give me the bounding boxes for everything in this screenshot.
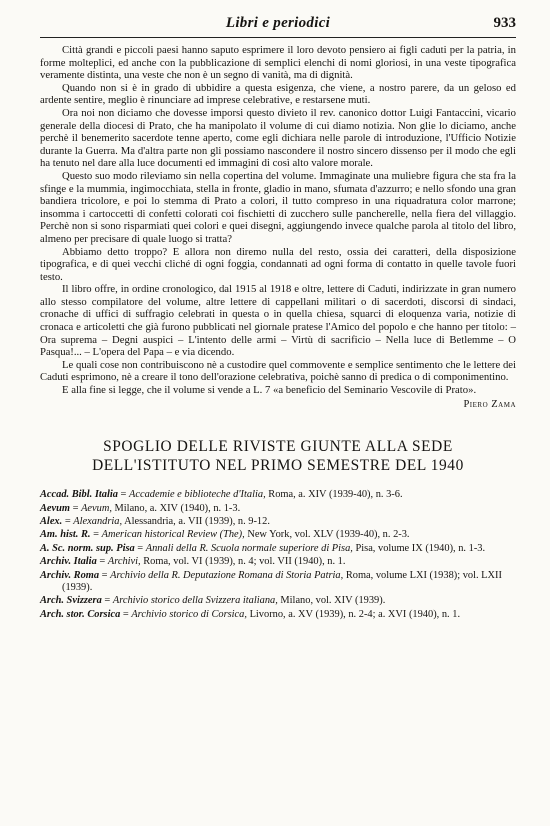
abbreviation-entry: Arch. stor. Corsica = Archivio storico di Corsica, Livorno, a. XV (1939), n. 2-4; a. XVI (1940), n. 1. xyxy=(40,608,461,620)
abbreviation-key: Archiv. Roma xyxy=(40,569,100,581)
abbreviation-list xyxy=(40,489,516,621)
review-paragraph: Le quali cose non contribuiscono nè a custodire quel commovente e semplice sentimento che le lettere dei Caduti esprimono, nè a creare il tono dell'orazione celebrativa, poichè sanno di predica o di componimentino. xyxy=(40,358,516,384)
review-paragraph: E alla fine si legge, che il volume si vende a L. 7 «a beneficio del Seminario Vescovile di Prato». xyxy=(62,384,477,397)
journal-title: Archivi, xyxy=(107,556,141,568)
section-heading-line: SPOGLIO DELLE RIVISTE GIUNTE ALLA SEDE xyxy=(103,438,453,456)
journal-details: Roma, volume LXI (1938); vol. LXII (1939). xyxy=(62,569,502,594)
abbreviation-entry: Archiv. Italia = Archivi, Roma, vol. VI (1939), n. 4; vol. VII (1940), n. 1. xyxy=(40,556,346,568)
abbreviation-key: Am. hist. R. xyxy=(40,529,91,541)
abbreviation-entry: Aevum = Aevum, Milano, a. XIV (1940), n. 1-3. xyxy=(40,502,241,514)
journal-title: Alexandria, xyxy=(73,516,123,528)
journal-details: Alessandria, a. VII (1939), n. 9-12. xyxy=(122,516,270,528)
abbreviation-entry: Arch. Svizzera = Archivio storico della Svizzera italiana, Milano, vol. XIV (1939). xyxy=(40,595,386,607)
journal-details: Roma, a. XIV (1939-40), n. 3-6. xyxy=(265,489,403,501)
journal-details: Milano, a. XIV (1940), n. 1-3. xyxy=(111,502,241,514)
abbreviation-key: A. Sc. norm. sup. Pisa xyxy=(40,542,135,554)
journal-title: American historical Review (The), xyxy=(101,529,245,541)
abbreviation-entry: Alex. = Alexandria, Alessandria, a. VII (1939), n. 9-12. xyxy=(40,516,270,528)
abbreviation-key: Archiv. Italia xyxy=(40,556,97,568)
review-paragraph: Questo suo modo rileviamo sin nella copertina del volume. Immaginate una muliebre figura che sta fra la sfinge e la mummia, ingimocchiata, stella in fronte, gladio in mano, sfumata d'azzurro; e nello sfondo una gran bandiera tricolore, e poi lo stemma di Prato a colori, il tutto compreso in una riquadratura color marrone; insomma i cartoccetti di confetti colorati coi fischietti di zucchero sulle pancherelle, nella fiera del villaggio. Perchè non si sono risparmiati quei colori e quei disegni, aggiungendo invece qualche parola al titolo del libro, almeno per precisare di quale luogo si tratta? xyxy=(40,169,516,245)
page-number: 933 xyxy=(493,15,516,31)
journal-title: Archivio storico di Corsica, xyxy=(131,608,247,620)
review-paragraph: Città grandi e piccoli paesi hanno saputo esprimere il loro devoto pensiero ai figli caduti per la patria, in forme molteplici, ed anche con la pubblicazione di semplici elenchi di nomi gloriosi, in una veste tipografica veramente distinta, una veste che non è un segno di vanità, ma di dignità. xyxy=(40,44,516,82)
journal-title: Aevum, xyxy=(81,502,112,514)
journal-details: Pisa, volume IX (1940), n. 1-3. xyxy=(352,542,486,554)
journal-title: Archivio storico della Svizzera italiana, xyxy=(112,595,278,607)
journal-title: Accademie e biblioteche d'Italia, xyxy=(129,489,266,501)
running-head-title: Libri e periodici xyxy=(225,15,331,31)
abbreviation-entry: A. Sc. norm. sup. Pisa = Annali della R. Scuola normale superiore di Pisa, Pisa, volume IX (1940), n. 1-3. xyxy=(40,542,486,554)
abbreviation-key: Aevum xyxy=(40,502,71,514)
review-paragraph: Ora noi non diciamo che dovesse imporsi questo divieto il rev. canonico dottor Luigi Fantaccini, vicario generale della diocesi di Prato, che ha manipolato il volume di cui diamo notizia. Non glie lo diciamo, anche perchè il benemerito sacerdote tenne aperto, come egli dichiara nelle parole di introduzione, l'Ufficio Notizie durante la Guerra. Ma d'altra parte non gli possiamo nascondere il nostro sincero dissenso per il modo che egli ha tenuto nel dare alla luce documenti ed immagini di così alto valore morale. xyxy=(40,106,516,170)
journal-title: Archivio della R. Deputazione Romana di Storia Patria, xyxy=(110,569,344,581)
review-paragraph: Abbiamo detto troppo? E allora non diremo nulla del resto, ossia dei caratteri, della disposizione tipografica, e di quei vecchi cliché di ogni foggia, condannati ad ogni forma di contatto in quelle tavole fuori testo. xyxy=(40,245,516,283)
abbreviation-entry: Archiv. Roma = Archivio della R. Deputazione Romana di Storia Patria, Roma, volume LXI (1938); vol. LXII (1939). xyxy=(40,569,502,594)
book-review xyxy=(40,44,516,411)
journal-details: Roma, vol. VI (1939), n. 4; vol. VII (1940), n. 1. xyxy=(140,556,346,568)
section-heading xyxy=(40,437,516,475)
abbreviation-entry: Accad. Bibl. Italia = Accademie e biblioteche d'Italia, Roma, a. XIV (1939-40), n. 3-6. xyxy=(40,489,403,501)
journal-details: New York, vol. XLV (1939-40), n. 2-3. xyxy=(244,529,410,541)
abbreviation-key: Arch. Svizzera xyxy=(40,595,102,607)
abbreviation-key: Arch. stor. Corsica xyxy=(40,608,121,620)
review-paragraph: Quando non si è in grado di ubbidire a questa esigenza, che viene, a nostro parere, da un geloso ed ardente sentire, meglio è rinunciare ad imprese celebrative, e restarsene muti. xyxy=(40,81,516,107)
running-head xyxy=(40,12,516,34)
abbreviation-key: Alex. xyxy=(40,516,63,528)
journal-details: Livorno, a. XV (1939), n. 2-4; a. XVI (1940), n. 1. xyxy=(246,608,461,620)
section-heading-line: DELL'ISTITUTO NEL PRIMO SEMESTRE DEL 1940 xyxy=(92,457,464,475)
abbreviation-key: Accad. Bibl. Italia xyxy=(40,489,118,501)
review-signature: Piero Zama xyxy=(463,398,516,410)
journal-details: Milano, vol. XIV (1939). xyxy=(277,595,386,607)
abbreviation-entry: Am. hist. R. = American historical Review (The), New York, vol. XLV (1939-40), n. 2-3. xyxy=(40,529,410,541)
review-paragraph: Il libro offre, in ordine cronologico, dal 1915 al 1918 e oltre, lettere di Caduti, indirizzate in gran numero allo stesso compilatore del volume, altre lettere di cappellani militari o di sacerdoti, discorsi di sindaci, cronache di uffici di suffragio celebrati in questa o in quella chiesa, squarci di eloquenza varia, notizie di cronaca e articoletti che già furono pubblicati nel giornale pratese l'Amico del popolo e che hanno per titolo: – Ora suprema – Degni auspici – L'intento delle armi – Virtù di sacrificio – Nella luce di Betlemme – O Pasqua!... – L'opera del Papa – e via dicendo. xyxy=(40,283,516,359)
journal-title: Annali della R. Scuola normale superiore di Pisa, xyxy=(145,542,353,554)
header-rule xyxy=(40,37,516,38)
